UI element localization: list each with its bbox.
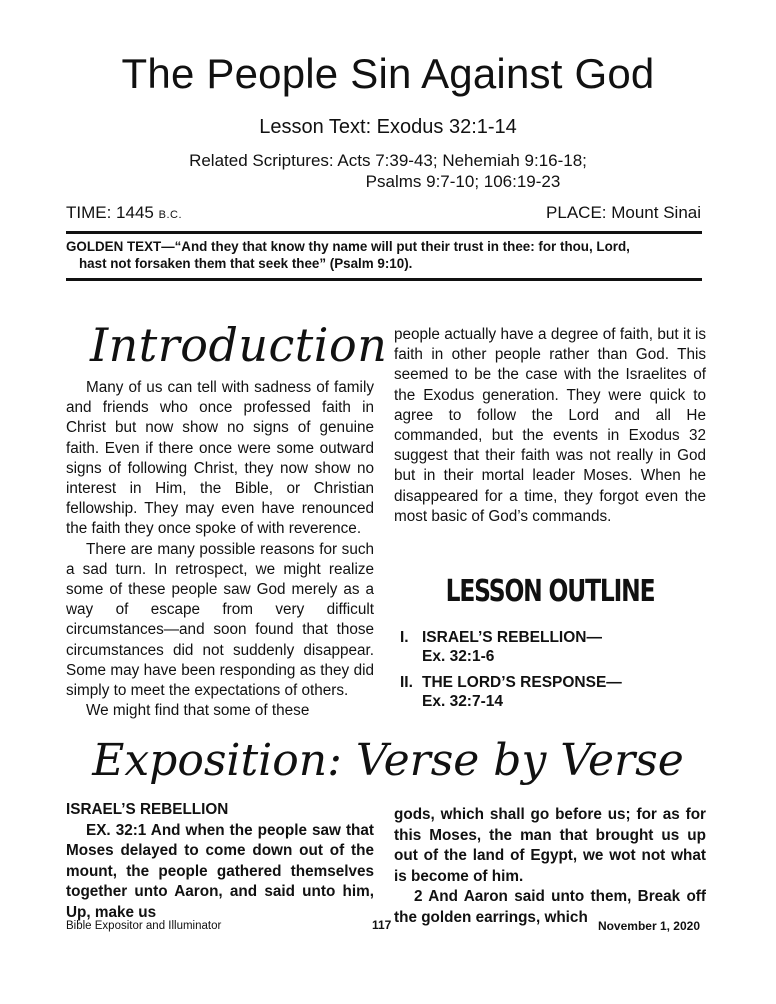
verse-text: 2 And Aaron said unto them, Break off the golden earrings, which — [394, 888, 706, 926]
place-info: PLACE: Mount Sinai — [546, 203, 701, 222]
golden-text-line1: GOLDEN TEXT—“And they that know thy name will put their trust in thee: for thou, Lord, — [66, 239, 630, 254]
exposition-right-column — [394, 805, 706, 928]
time-info — [66, 203, 182, 223]
page-title: The People Sin Against God — [121, 50, 655, 97]
bottom-divider — [66, 278, 702, 281]
outline-item-text — [422, 628, 602, 666]
outline-item-number: II. — [400, 674, 413, 691]
outline-item-title: THE LORD’S RESPONSE— — [422, 674, 622, 691]
lesson-outline-heading: LESSON OUTLINE — [445, 574, 655, 609]
introduction-right-column — [394, 325, 706, 527]
introduction-left-column — [66, 378, 374, 721]
outline-item-reference: Ex. 32:1-6 — [422, 648, 495, 665]
footer-date: November 1, 2020 — [597, 919, 700, 933]
related-scriptures-line1: Related Scriptures: Acts 7:39-43; Nehemiah 9:16-18; — [189, 151, 587, 170]
outline-item-reference: Ex. 32:7-14 — [422, 693, 503, 710]
related-scriptures-line2: Psalms 9:7-10; 106:19-23 — [365, 172, 561, 191]
time-era: B.C. — [158, 209, 183, 221]
top-divider — [66, 231, 702, 234]
intro-paragraph: We might find that some of these — [86, 702, 310, 720]
outline-item — [400, 628, 700, 666]
exposition-left-column — [66, 800, 374, 923]
intro-continuation: people actually have a degree of faith, but it is faith in other people rather than God. This seemed to be the case with the Israelites of the Exodus generation. They were quick to agree to follow the Lord and all He commanded, but the events in Exodus 32 suggest that their faith was not really in God but in their mortal leader Moses. When he disappeared for a time, they forgot even the most basic of God’s commands. — [394, 326, 706, 525]
introduction-heading: Introduction — [90, 318, 388, 372]
exposition-heading: Exposition: Verse by Verse — [92, 735, 684, 786]
lesson-text: Lesson Text: Exodus 32:1-14 — [259, 116, 517, 138]
lesson-outline — [400, 628, 700, 718]
outline-item-title: ISRAEL’S REBELLION— — [422, 629, 602, 646]
verse-text: gods, which shall go before us; for as for this Moses, the man that brought us up out of the land of Egypt, we wot not what is become of him. — [394, 806, 706, 885]
golden-text — [66, 238, 706, 272]
intro-paragraph: Many of us can tell with sadness of family and friends who once professed faith in Christ but now show no signs of genuine faith. Even if there once were some outward signs of following Christ, they now show no interest in Him, the Bible, or Christian fellowship. They may even have renounced the faith they once spoke of with reverence. — [66, 379, 374, 538]
outline-item — [400, 673, 700, 711]
outline-item-text — [422, 673, 622, 711]
related-scriptures — [0, 150, 776, 192]
golden-text-line2: hast not forsaken them that seek thee” (Psalm 9:10). — [79, 256, 413, 271]
outline-item-number: I. — [400, 629, 409, 646]
footer-publication: Bible Expositor and Illuminator — [66, 920, 222, 932]
intro-paragraph: There are many possible reasons for such a sad turn. In retrospect, we might realize some of these people saw God merely as a way of escape from very difficult circumstances—and soon found that those circumstances did not suddenly disappear. Some may have been responding as they did simply to meet the expectations of others. — [66, 540, 374, 700]
footer-page-number: 117 — [372, 918, 392, 932]
time-label: TIME: 1445 — [66, 203, 159, 222]
verse-text: EX. 32:1 And when the people saw that Moses delayed to come down out of the mount, the people gathered themselves together unto Aaron, and said unto him, Up, make us — [66, 821, 374, 921]
exposition-subheading: ISRAEL’S REBELLION — [66, 801, 229, 818]
